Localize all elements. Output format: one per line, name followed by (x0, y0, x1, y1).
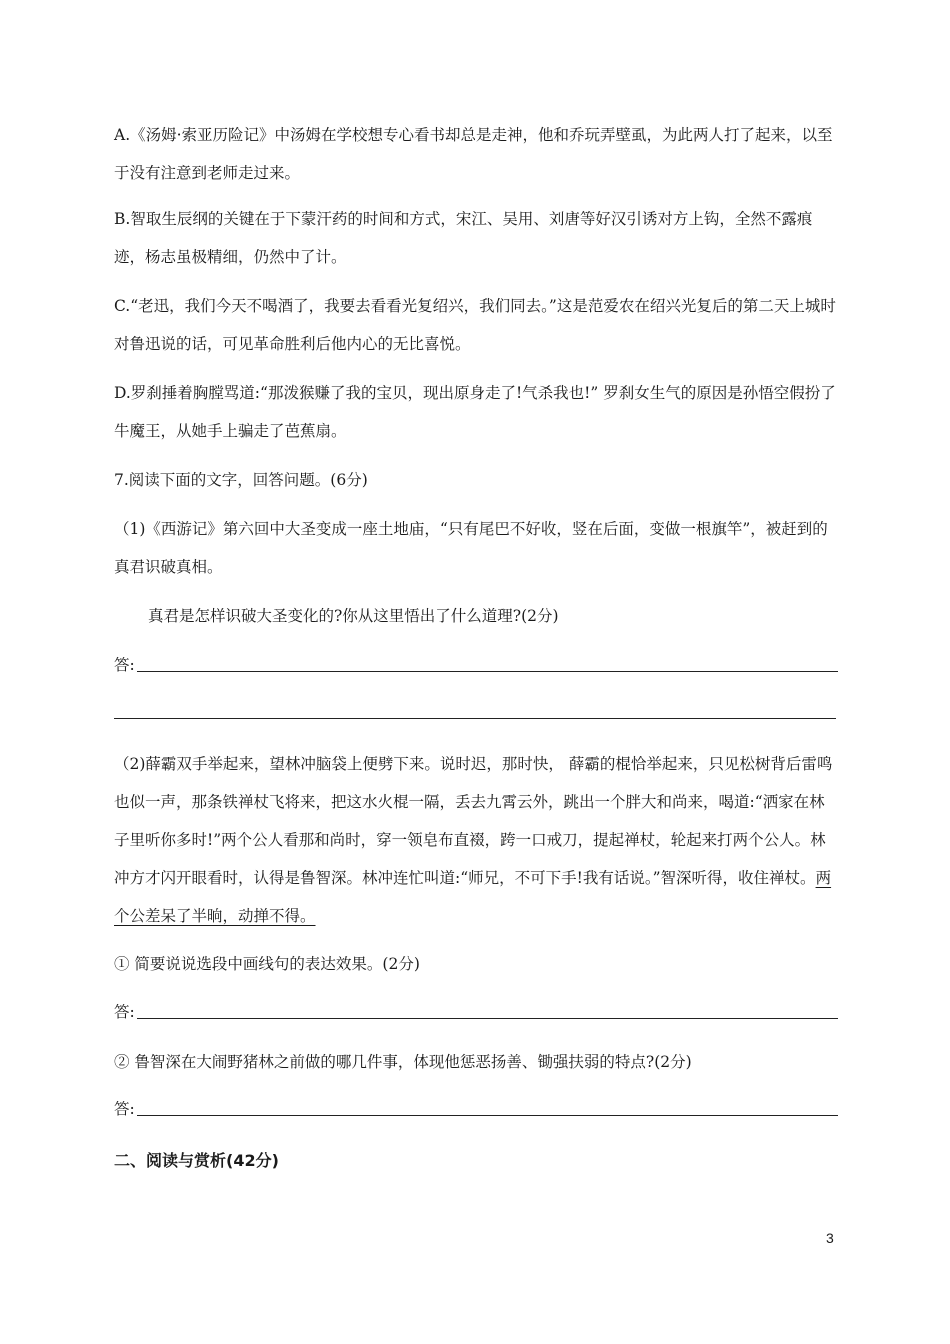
option-d: D.罗刹捶着胸膛骂道:“那泼猴赚了我的宝贝，现出原身走了!气杀我也!” 罗刹女生气的原因是孙悟空假扮了牛魔王，从她手上骗走了芭蕉扇。 (114, 384, 836, 440)
answer-line[interactable] (137, 1097, 838, 1116)
answer-label: 答: (114, 656, 135, 674)
answer-row-part1 (114, 652, 838, 678)
underlined-sentence: 两个公差呆了半晌，动掸不得。 (114, 869, 832, 925)
part1-passage: （1)《西游记》第六回中大圣变成一座土地庙，“只有尾巴不好收，竖在后面，变做一根旗竿”，被赶到的真君识破真相。 (114, 520, 828, 576)
part1-question: 真君是怎样识破大圣变化的?你从这里悟出了什么道理?(2分) (148, 607, 559, 625)
part2-passage (114, 745, 838, 935)
section-heading: 二、阅读与赏析(42分) (114, 1151, 279, 1170)
answer-label: 答: (114, 1003, 135, 1021)
option-c: C.“老迅，我们今天不喝酒了，我要去看看光复绍兴，我们同去。”这是范爱农在绍兴光复后的第二天上城时对鲁迅说的话，可见革命胜利后他内心的无比喜悦。 (114, 297, 836, 353)
part2-passage-text: （2)薛霸双手举起来，望林冲脑袋上便劈下来。说时迟，那时快， 薛霸的棍恰举起来，只见松树背后雷鸣也似一声，那条铁禅杖飞将来，把这水火棍一隔，丢去九霄云外，跳出一个胖大和尚来，喝道:“洒家在林子里听你多时!”两个公人看那和尚时，穿一领皂布直裰，跨一口戒刀，提起禅杖，轮起来打两个公人。林冲方才闪开眼看时，认得是鲁智深。林冲连忙叫道:“师兄，不可下手!我有话说。”智深听得，收住禅杖。 (114, 755, 833, 887)
answer-row-q1 (114, 999, 838, 1025)
answer-line[interactable] (137, 1000, 838, 1019)
part2-q1: ① 简要说说选段中画线句的表达效果。(2分) (114, 955, 420, 973)
question7-title: 7.阅读下面的文字，回答问题。(6分) (114, 471, 368, 489)
answer-label: 答: (114, 1100, 135, 1118)
answer-row-q2 (114, 1096, 838, 1122)
answer-line-extra[interactable] (114, 718, 836, 719)
page-number: 3 (826, 1230, 834, 1246)
option-a: A.《汤姆·索亚历险记》中汤姆在学校想专心看书却总是走神，他和乔玩弄壁虱，为此两人打了起来，以至于没有注意到老师走过来。 (114, 126, 833, 182)
option-b: B.智取生辰纲的关键在于下蒙汗药的时间和方式，宋江、吴用、刘唐等好汉引诱对方上钩，全然不露痕迹，杨志虽极精细，仍然中了计。 (114, 210, 813, 266)
answer-line[interactable] (137, 653, 838, 672)
part2-q2: ② 鲁智深在大闹野猪林之前做的哪几件事，体现他惩恶扬善、锄强扶弱的特点?(2分) (114, 1053, 692, 1071)
